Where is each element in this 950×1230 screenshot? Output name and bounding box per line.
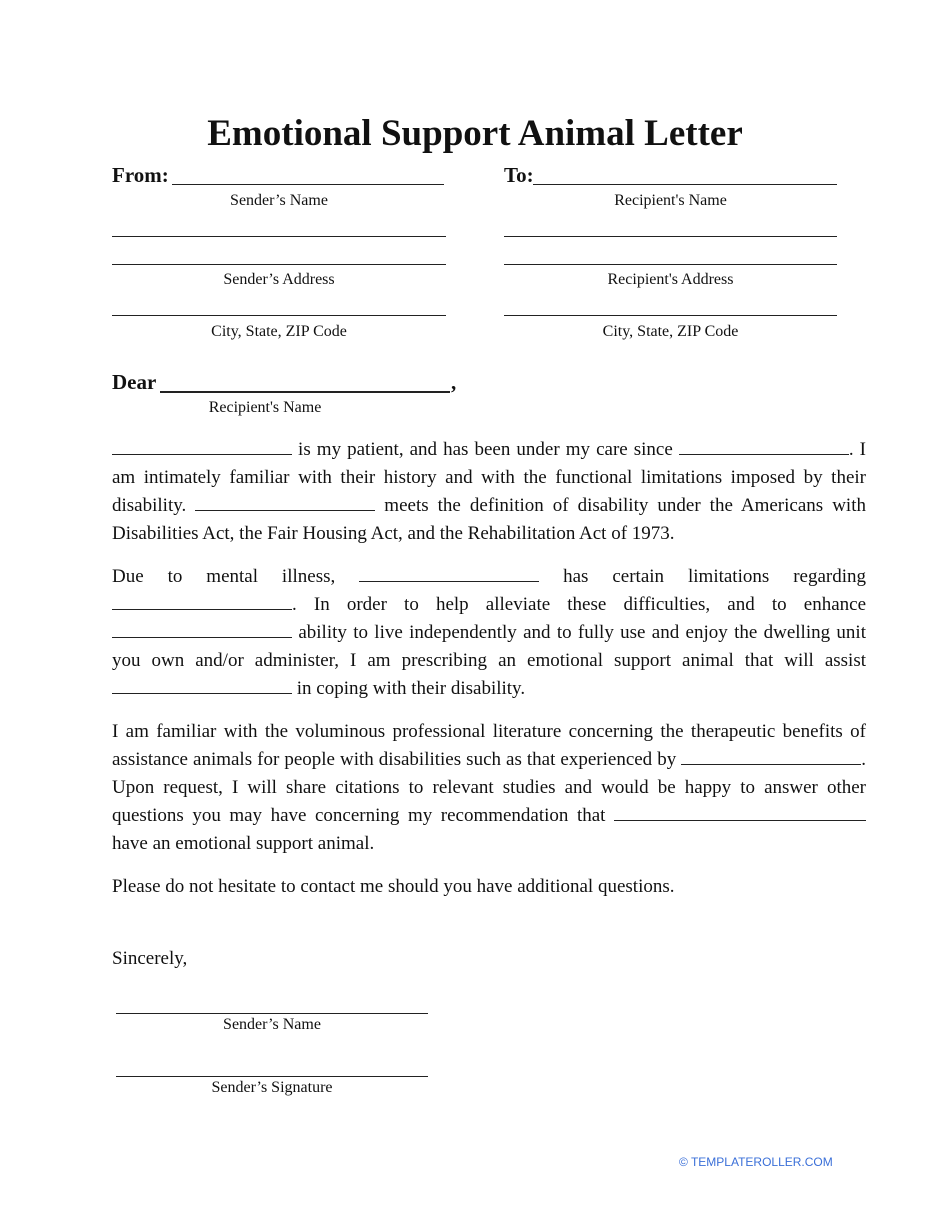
recipient-address-caption: Recipient's Address [607,271,734,288]
patient-name-blank-4[interactable] [112,677,292,694]
care-since-date-blank[interactable] [679,438,849,455]
limitations-blank[interactable] [112,593,292,610]
recipient-city-field[interactable] [504,315,837,316]
page-title: Emotional Support Animal Letter [207,113,743,154]
sender-name-field[interactable] [172,184,444,185]
dear-label: Dear [112,370,157,394]
sender-address-caption: Sender’s Address [223,271,335,288]
salutation-comma: , [451,370,457,394]
paragraph-contact: Please do not hesitate to contact me should you have additional questions. [112,876,675,897]
recipient-address-line1-field[interactable] [504,236,837,237]
p3-text-3: have an emotional support animal. [112,833,375,854]
sender-name-caption: Sender’s Name [230,192,328,209]
sender-city-field[interactable] [112,315,446,316]
p1-text-4: meets the definition of disability under the Americans with Disabilities Act, the Fair Housing Act, and the Rehabilitation Act of 1973. [112,495,866,544]
p1-text-3: I am intimately familiar with their history and with the functional limitations imposed by their disability. [112,439,866,516]
recipient-name-field[interactable] [533,184,837,185]
to-label: To: [504,163,534,187]
recipient-address-line2-field[interactable] [504,264,837,265]
patient-name-blank-2[interactable] [195,494,375,511]
p2-text-4: ability to live independently and to fully use and enjoy the dwelling unit you own and/or administer, I am prescribing an emotional support animal that will assist [112,622,866,671]
closing-signature-caption: Sender’s Signature [211,1079,333,1096]
p3-text-1: I am familiar with the voluminous professional literature concerning the therapeutic benefits of assistance animals for people with disabilities such as that experienced by [112,721,866,770]
paragraph-literature [112,718,866,858]
patient-possessive-blank[interactable] [112,621,292,638]
p3-text-2: . Upon request, I will share citations to relevant studies and would be happy to answer other questions you may have concerning my recommendation that [112,749,866,826]
from-label: From: [112,163,169,187]
p2-text-3: . In order to help alleviate these difficulties, and to enhance [292,594,866,615]
p2-text-5: in coping with their disability. [292,678,526,699]
recipient-name-caption: Recipient's Name [614,192,727,209]
p2-text-2: has certain limitations regarding [539,566,866,587]
closing-sincerely: Sincerely, [112,948,188,969]
sender-city-caption: City, State, ZIP Code [211,323,347,340]
salutation-caption: Recipient's Name [208,399,322,416]
patient-name-blank-3[interactable] [359,565,539,582]
patient-name-blank-5[interactable] [681,748,861,765]
p2-text-1: Due to mental illness, [112,566,360,587]
closing-sender-name-caption: Sender’s Name [223,1016,321,1033]
recipient-city-caption: City, State, ZIP Code [602,323,739,340]
p1-text-2: . [848,439,854,460]
closing-sender-name-field[interactable] [116,1013,428,1014]
patient-name-blank-6[interactable] [614,804,866,821]
paragraph-patient-status [112,436,866,548]
closing-signature-field[interactable] [116,1076,428,1077]
sender-address-line1-field[interactable] [112,236,446,237]
p1-text-1: is my patient, and has been under my care since [292,439,679,460]
sender-address-line2-field[interactable] [112,264,446,265]
patient-name-blank[interactable] [112,438,292,455]
salutation-recipient-field[interactable] [160,391,450,393]
paragraph-limitations [112,563,866,703]
templateroller-link[interactable]: © TEMPLATEROLLER.COM [679,1155,833,1169]
